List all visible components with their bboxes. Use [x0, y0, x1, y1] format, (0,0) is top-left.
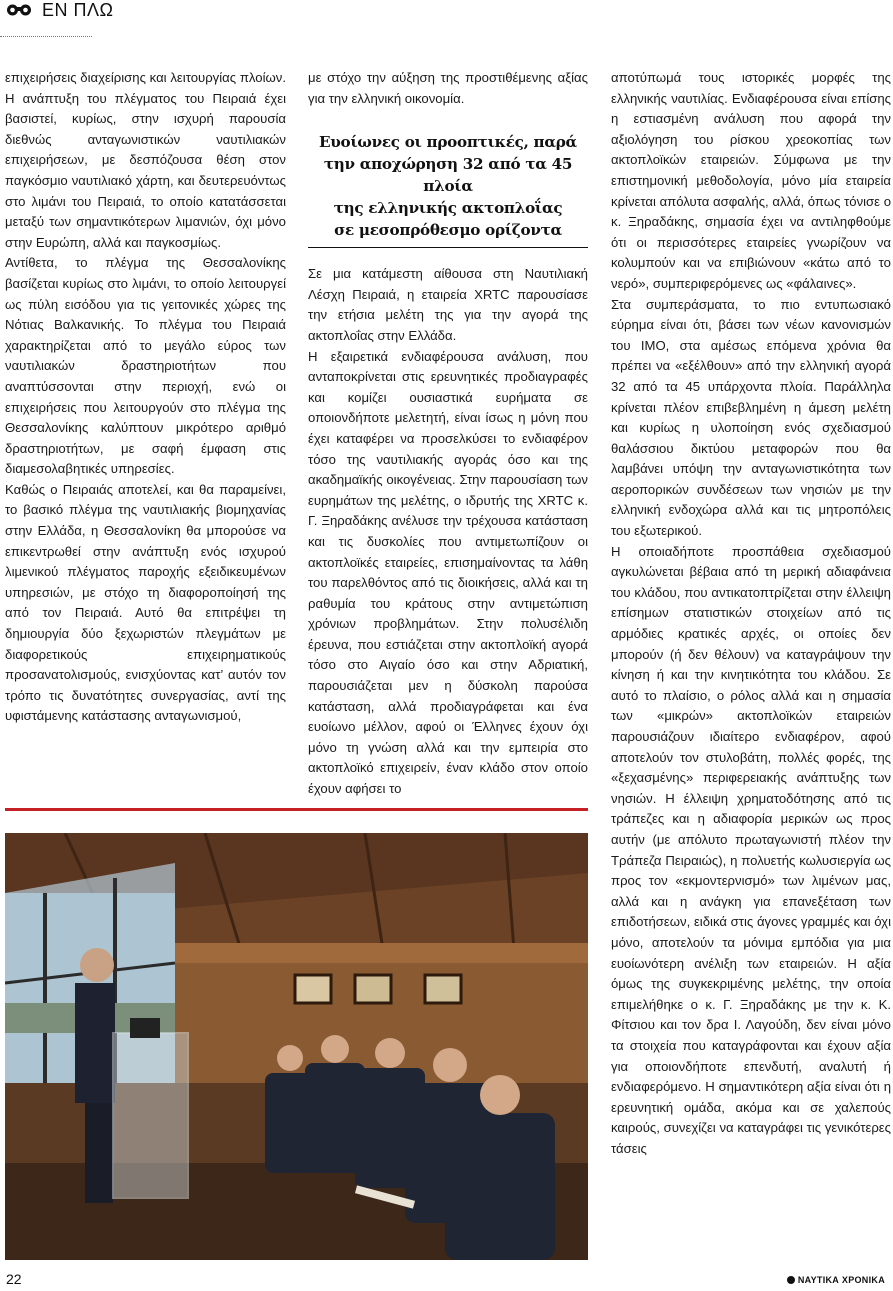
- subheading-line: Ευοίωνες οι προοπτικές, παρά: [319, 133, 577, 152]
- subheading-line: την αποχώρηση 32 από τα 45 πλοία: [323, 155, 573, 196]
- page-number: 22: [6, 1271, 22, 1287]
- paragraph: Καθώς ο Πειραιάς αποτελεί, και θα παραμείνει, το βασικό πλέγμα της ναυτιλιακής βιομηχανίας στην Ελλάδα, η Θεσσαλονίκη θα μπορούσε να επικεντρωθεί στην ανάπτυξη ενός ισχυρού λιμενικού πλέγματος παροχής εξειδικευμένων υπηρεσιών, με στόχο τη διαφοροποίησή της από τον Πειραιά. Αυτό θα επιτρέψει τη δημιουργία δύο ξεχωριστών πλεγμάτων με διαφορετικούς επιχειρηματικούς προσανατολισμούς, ενισχύοντας κατ’ αυτόν τον τρόπο τις δυνατότητες συνεργασίας, αντί της υφιστάμενης κατάστασης ανταγωνισμού,: [5, 481, 286, 724]
- section-title: ΕΝ ΠΛΩ: [42, 0, 114, 20]
- paragraph: Σε μια κατάμεστη αίθουσα στη Ναυτιλιακή Λέσχη Πειραιά, η εταιρεία XRTC παρουσίασε την ετήσια μελέτη της για την αγορά της ακτοπλοΐας στην Ελλάδα.: [308, 266, 588, 343]
- article-column-3: [611, 68, 891, 1159]
- magazine-brand: [787, 1275, 885, 1285]
- article-column-2: [308, 68, 588, 800]
- conference-photo: [5, 833, 588, 1260]
- paragraph: με στόχο την αύξηση της προστιθέμενης αξίας για την ελληνική οικονομία.: [308, 70, 588, 106]
- paragraph: επιχειρήσεις διαχείρισης και λειτουργίας πλοίων. Η ανάπτυξη του πλέγματος του Πειραιά έχει βασιστεί, κυρίως, στην ισχυρή παρουσία διεθνώς ανταγωνιστικών ναυτιλιακών επιχειρήσεων, με δεσπόζουσα θέση στον παγκόσμιο ναυτιλιακό χάρτη, και δευτερευόντως στο λιμάνι του Πειραιά, το οποίο κατατάσσεται μεταξύ των σημαντικότερων λιμανιών, όχι μόνο στην Ευρώπη, αλλά και παγκοσμίως.: [5, 70, 286, 250]
- paragraph: αποτύπωμά τους ιστορικές μορφές της ελληνικής ναυτιλίας. Ενδιαφέρουσα είναι επίσης η εστιασμένη ανάλυση που αφορά την αξιολόγηση του ρίσκου χρεοκοπίας των ακτοπλοϊκών εταιρειών. Σύμφωνα με την επιστημονική μεθοδολογία, μόνο μία εταιρεία κρίνεται απόλυτα ασφαλής, αλλά, όπως τόνισε ο κ. Ξηραδάκης, σημασία έχει να αντιληφθούμε ότι οι περισσότερες εταιρείες γνωρίζουν να κολυμπούν και να επιβιώνουν «κάτω από το νερό», συμπεριφερόμενες ως «φάλαινες».: [611, 70, 891, 291]
- article-column-1: [5, 68, 286, 727]
- conference-photo-illustration: [5, 833, 588, 1260]
- brand-name: ΝΑΥΤΙΚΑ ΧΡΟΝΙΚΑ: [797, 1275, 885, 1285]
- page-header: [0, 0, 893, 40]
- paragraph: Η οποιαδήποτε προσπάθεια σχεδιασμού αγκυλώνεται βέβαια από τη μερική αδιαφάνεια του κλάδου, που αντικατοπτρίζεται στην έλλειψη επίσημων στατιστικών στοιχείων από τις αρμόδιες κρατικές αρχές, οι οποίες δεν μπορούν (ή δεν θέλουν) να καταγράψουν την κίνηση ή και την κινητικότητα του κλάδου. Σε αυτό το πλαίσιο, ο ρόλος αλλά και η σημασία των «μικρών» ακτοπλοϊκών εταιρειών παρουσιάζουν ιδιαίτερο ενδιαφέρον, αφού αποτελούν τον στυλοβάτη, πολλές φορές, της «ξεχασμένης» περιφερειακής ανάπτυξης των νησιών. Η έλλειψη χρηματοδότησης από τις τράπεζες και η αδιαφορία μερικών ως προς αυτήν (με απόλυτο πρωταγωνιστή πλέον την Τράπεζα Πειραιώς), η πολυετής κωλυσιεργία ως προς τον «εκμοντερνισμό» των λιμένων μας, αλλά και η ανάγκη για επανεξέταση των επιδοτήσεων, ειδικά στις άγονες γραμμές και όχι μόνο, αποτελούν τα μόνιμα εμπόδια για μια ευοίωνότερη ανέλιξη των εταιρειών. Η αξία όμως της συγκεκριμένης μελέτης, την οποία επιμελήθηκε ο κ. Γ. Ξηραδάκης με την κ. Κ. Φίτσιου και τον δρα Ι. Λαγούδη, δεν είναι μόνο τα στοιχεία που καταγράφονται και έχουν αξία για οποιονδήποτε επενδυτή, αναλυτή ή ενδιαφερόμενο. Η σημαντικότερη αξία είναι ότι η ερευνητική ομάδα, ακόμα και σε χαλεπούς καιρούς, συνεχίζει να καταγράφει τις γενικότερες τάσεις: [611, 543, 891, 1156]
- header-divider: [0, 36, 92, 37]
- brand-logo-icon: [787, 1276, 795, 1284]
- subheading-line: της ελληνικής ακτοπλοΐας: [333, 199, 563, 218]
- paragraph: Στα συμπεράσματα, το πιο εντυπωσιακό εύρημα είναι ότι, βάσει των νέων κανονισμών του IMO, στα αμέσως επόμενα χρόνια θα πρέπει να «εξέλθουν» από την ελληνική αγορά 32 από τα 45 υπάρχοντα πλοία. Παράλληλα κρίνεται πλέον επιβεβλημένη η άμεση μελέτη και κυρίως η υλοποίηση ενός σχεδιασμού θαλάσσιου δικτύου μεταφορών που θα λαμβάνει υπόψη την ανταγωνιστικότητα των αεροπορικών συνδέσεων των νησιών με την ελληνική ενδοχώρα αλλά και τις μητροπόλεις του εξωτερικού.: [611, 296, 891, 539]
- subheading-rule: [308, 247, 588, 248]
- paragraph: Η εξαιρετικά ενδιαφέρουσα ανάλυση, που ανταποκρίνεται στις ερευνητικές προδιαγραφές και κομίζει ουσιαστικά ευρήματα σε οποιονδήποτε μελετητή, είναι ίσως η μόνη που έχει καταφέρει να προσελκύσει το ενδιαφέρον τόσο της ναυτιλιακής αγοράς όσο και της ακαδημαϊκής οικογένειας. Στην παρουσίαση των ευρημάτων της μελέτης, ο ιδρυτής της XRTC κ. Γ. Ξηραδάκης ανέλυσε την τρέχουσα κατάσταση και τις δυσκολίες που αντιμετωπίζουν οι ακτοπλοϊκές εταιρείες, επισημαίνοντας τα λάθη του παρελθόντος από τις διοικήσεις, αλλά και τη ραθυμία του κράτους στην αντιμετώπιση χρόνιων προβλημάτων. Στην πολυσέλιδη έρευνα, που εστιάζεται στην ακτοπλοϊκή αγορά τόσο στο Αιγαίο όσο και στην Αδριατική, παρουσιάζεται μεν η δύσκολη παρούσα κατάσταση, αλλά προδιαγράφεται και ένα ευοίωνο μέλλον, αφού οι Έλληνες έχουν όχι μόνο τη γνώση αλλά και την εμπειρία στο ακτοπλοϊκό επιχειρείν, έναν κλάδο στον οποίο έχουν αφήσει το: [308, 348, 588, 797]
- subheading-line: σε μεσοπρόθεσμο ορίζοντα: [334, 221, 562, 240]
- binoculars-icon: [6, 3, 32, 17]
- article-subheading: [308, 131, 588, 241]
- photo-accent-rule: [5, 808, 588, 811]
- paragraph: Αντίθετα, το πλέγμα της Θεσσαλονίκης βασίζεται κυρίως στο λιμάνι, το οποίο λειτουργεί ως πύλη εισόδου για τις γειτονικές χώρες της Νότιας Βαλκανικής. Το πλέγμα του Πειραιά χαρακτηρίζεται από το μεγάλο εύρος των ναυτιλιακών δραστηριοτήτων που αναπτύσσονται στην περιοχή, ενώ οι επιχειρήσεις που λειτουργούν στο πλέγμα της Θεσσαλονίκης καλύπτουν μικρότερο αριθμό δραστηριοτήτων, με σαφή έμφαση στις διαμεσολαβητικές υπηρεσίες.: [5, 255, 286, 477]
